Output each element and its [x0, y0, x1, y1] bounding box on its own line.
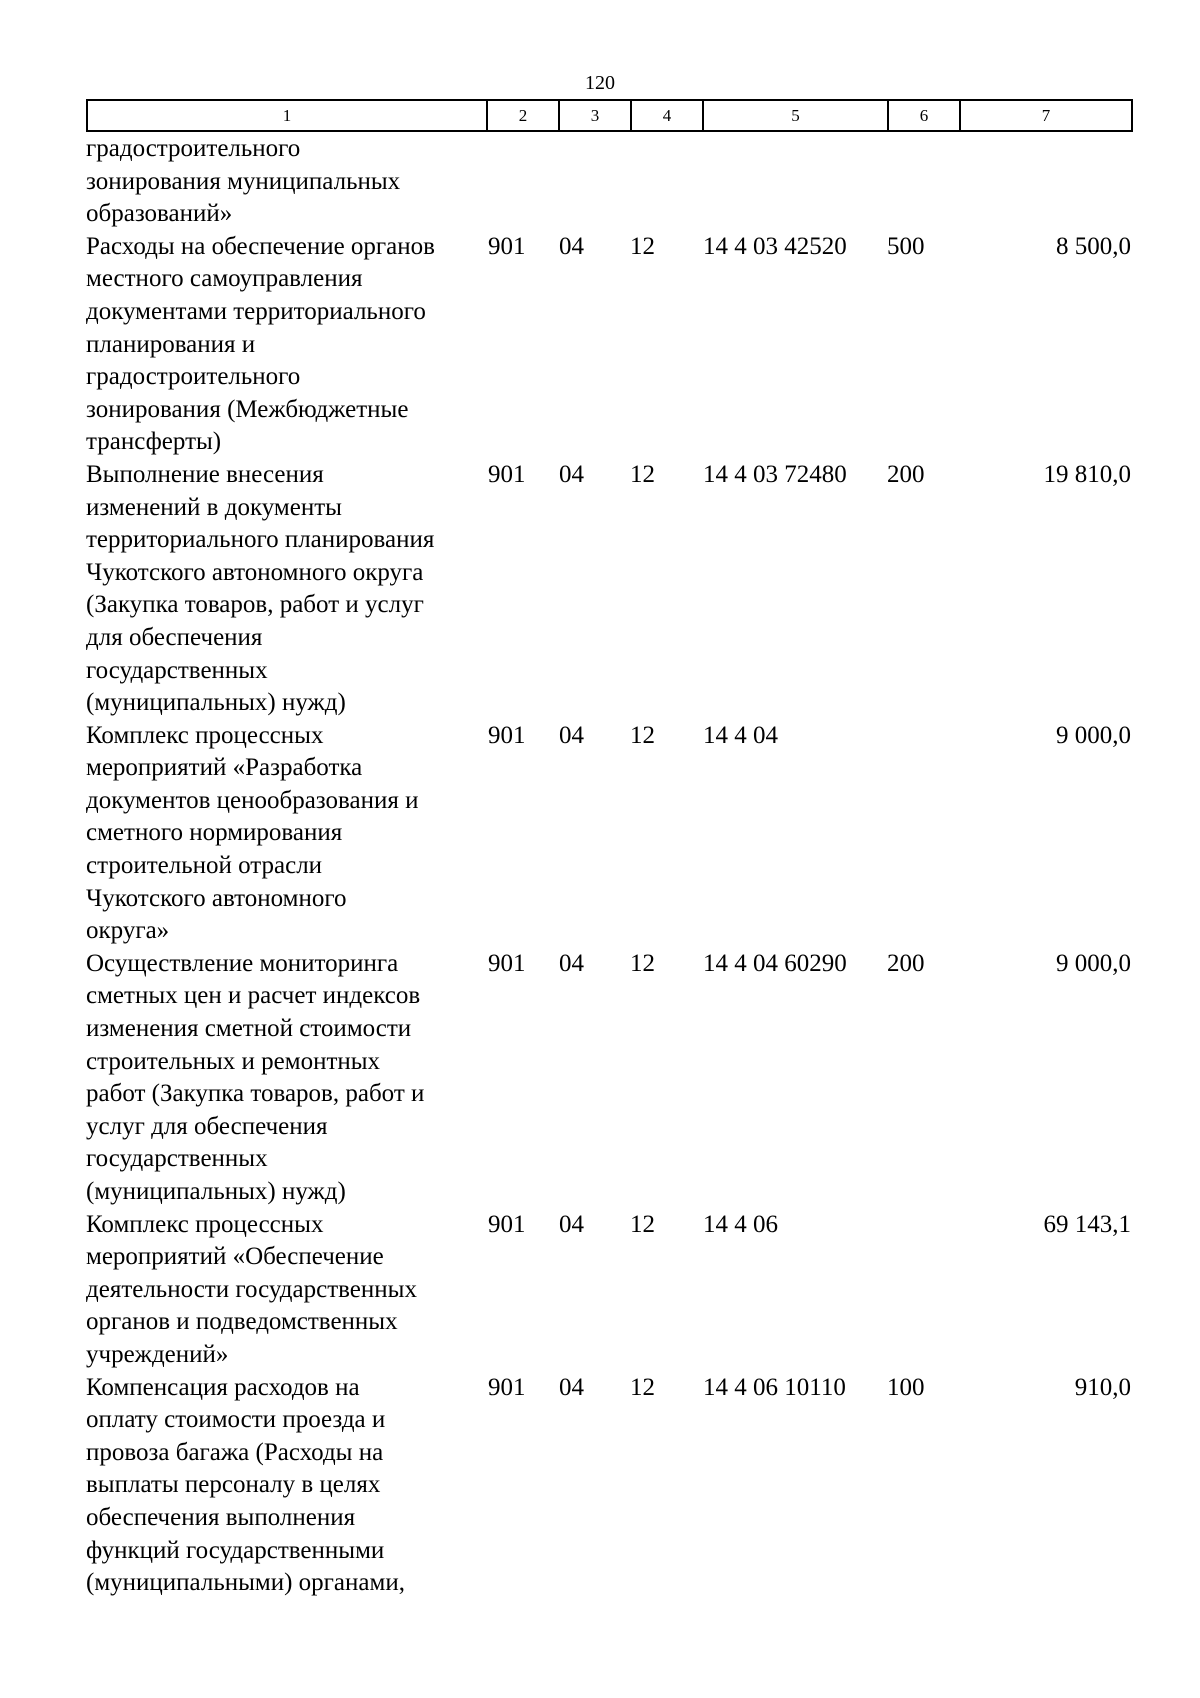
row-section-code: 04	[559, 460, 584, 488]
row-expense-type: 500	[887, 232, 925, 260]
column-header-7: 7	[960, 100, 1132, 131]
row-amount: 9 000,0	[1056, 949, 1131, 977]
row-section-code: 04	[559, 1373, 584, 1401]
row-amount	[959, 133, 1131, 231]
row-amount: 910,0	[1074, 1373, 1131, 1401]
row-ministry-code: 901	[488, 721, 526, 749]
row-ministry-code: 901	[488, 232, 526, 260]
table-row	[86, 459, 1131, 720]
row-description: Осуществление мониторинга сметных цен и расчет индексов изменения сметной стоимости строительных и ремонтных работ (Закупка товаров, работ и услуг для обеспечения государственных (муниципальных) нужд)	[86, 949, 425, 1205]
row-expense-type: 200	[887, 949, 925, 977]
table-row	[86, 231, 1131, 459]
column-header-row	[87, 100, 1132, 131]
row-subsection-code	[630, 133, 702, 231]
table-row	[86, 948, 1131, 1209]
row-description: Выполнение внесения изменений в документы территориального планирования Чукотского автономного округа (Закупка товаров, работ и услуг для обеспечения государственных (муниципальных) нужд)	[86, 460, 435, 717]
table-row	[86, 1209, 1131, 1372]
column-header-6: 6	[888, 100, 960, 131]
row-expense-type	[887, 133, 959, 231]
row-subsection-code: 12	[630, 232, 655, 260]
column-header-3: 3	[559, 100, 631, 131]
page-number: 120	[585, 72, 615, 94]
row-ministry-code	[486, 133, 558, 231]
row-target-article: 14 4 03 42520	[703, 232, 847, 260]
row-description: Компенсация расходов на оплату стоимости проезда и провоза багажа (Расходы на выплаты персоналу в целях обеспечения выполнения функций государственными (муниципальными) органами,	[86, 1373, 405, 1597]
row-subsection-code: 12	[630, 1210, 655, 1238]
row-subsection-code: 12	[630, 1373, 655, 1401]
row-section-code: 04	[559, 232, 584, 260]
column-header-4: 4	[631, 100, 703, 131]
row-expense-type	[887, 1209, 959, 1372]
row-target-article: 14 4 04 60290	[703, 949, 847, 977]
budget-table	[86, 133, 1131, 1600]
row-amount: 8 500,0	[1056, 232, 1131, 260]
row-section-code: 04	[559, 949, 584, 977]
row-target-article: 14 4 06 10110	[703, 1373, 846, 1401]
row-target-article: 14 4 04	[703, 721, 778, 749]
row-target-article	[702, 133, 887, 231]
row-expense-type: 200	[887, 460, 925, 488]
row-expense-type	[887, 720, 959, 948]
row-section-code	[558, 133, 630, 231]
row-ministry-code: 901	[488, 949, 526, 977]
row-target-article: 14 4 03 72480	[703, 460, 847, 488]
row-section-code: 04	[559, 721, 584, 749]
budget-table-body	[86, 133, 1131, 1600]
row-expense-type: 100	[887, 1373, 925, 1401]
row-ministry-code: 901	[488, 460, 526, 488]
row-subsection-code: 12	[630, 949, 655, 977]
column-header-2: 2	[487, 100, 559, 131]
row-section-code: 04	[559, 1210, 584, 1238]
table-row	[86, 133, 1131, 231]
row-amount: 19 810,0	[1043, 460, 1131, 488]
table-row	[86, 720, 1131, 948]
row-subsection-code: 12	[630, 721, 655, 749]
row-subsection-code: 12	[630, 460, 655, 488]
row-description: Расходы на обеспечение органов местного самоуправления документами территориального планирования и градостроительного зонирования (Межбюджетные трансферты)	[86, 232, 435, 456]
column-header-1: 1	[87, 100, 487, 131]
table-row	[86, 1372, 1131, 1600]
column-header-5: 5	[703, 100, 888, 131]
row-description: Комплекс процессных мероприятий «Разработка документов ценообразования и сметного нормирования строительной отрасли Чукотского автономного округа»	[86, 721, 419, 945]
row-amount: 9 000,0	[1056, 721, 1131, 749]
row-description: Комплекс процессных мероприятий «Обеспечение деятельности государственных органов и подведомственных учреждений»	[86, 1210, 417, 1368]
column-header-table	[86, 99, 1133, 132]
row-amount: 69 143,1	[1043, 1210, 1131, 1238]
row-ministry-code: 901	[488, 1210, 526, 1238]
row-description: градостроительного зонирования муниципальных образований»	[86, 135, 401, 228]
row-target-article: 14 4 06	[703, 1210, 778, 1238]
row-ministry-code: 901	[488, 1373, 526, 1401]
